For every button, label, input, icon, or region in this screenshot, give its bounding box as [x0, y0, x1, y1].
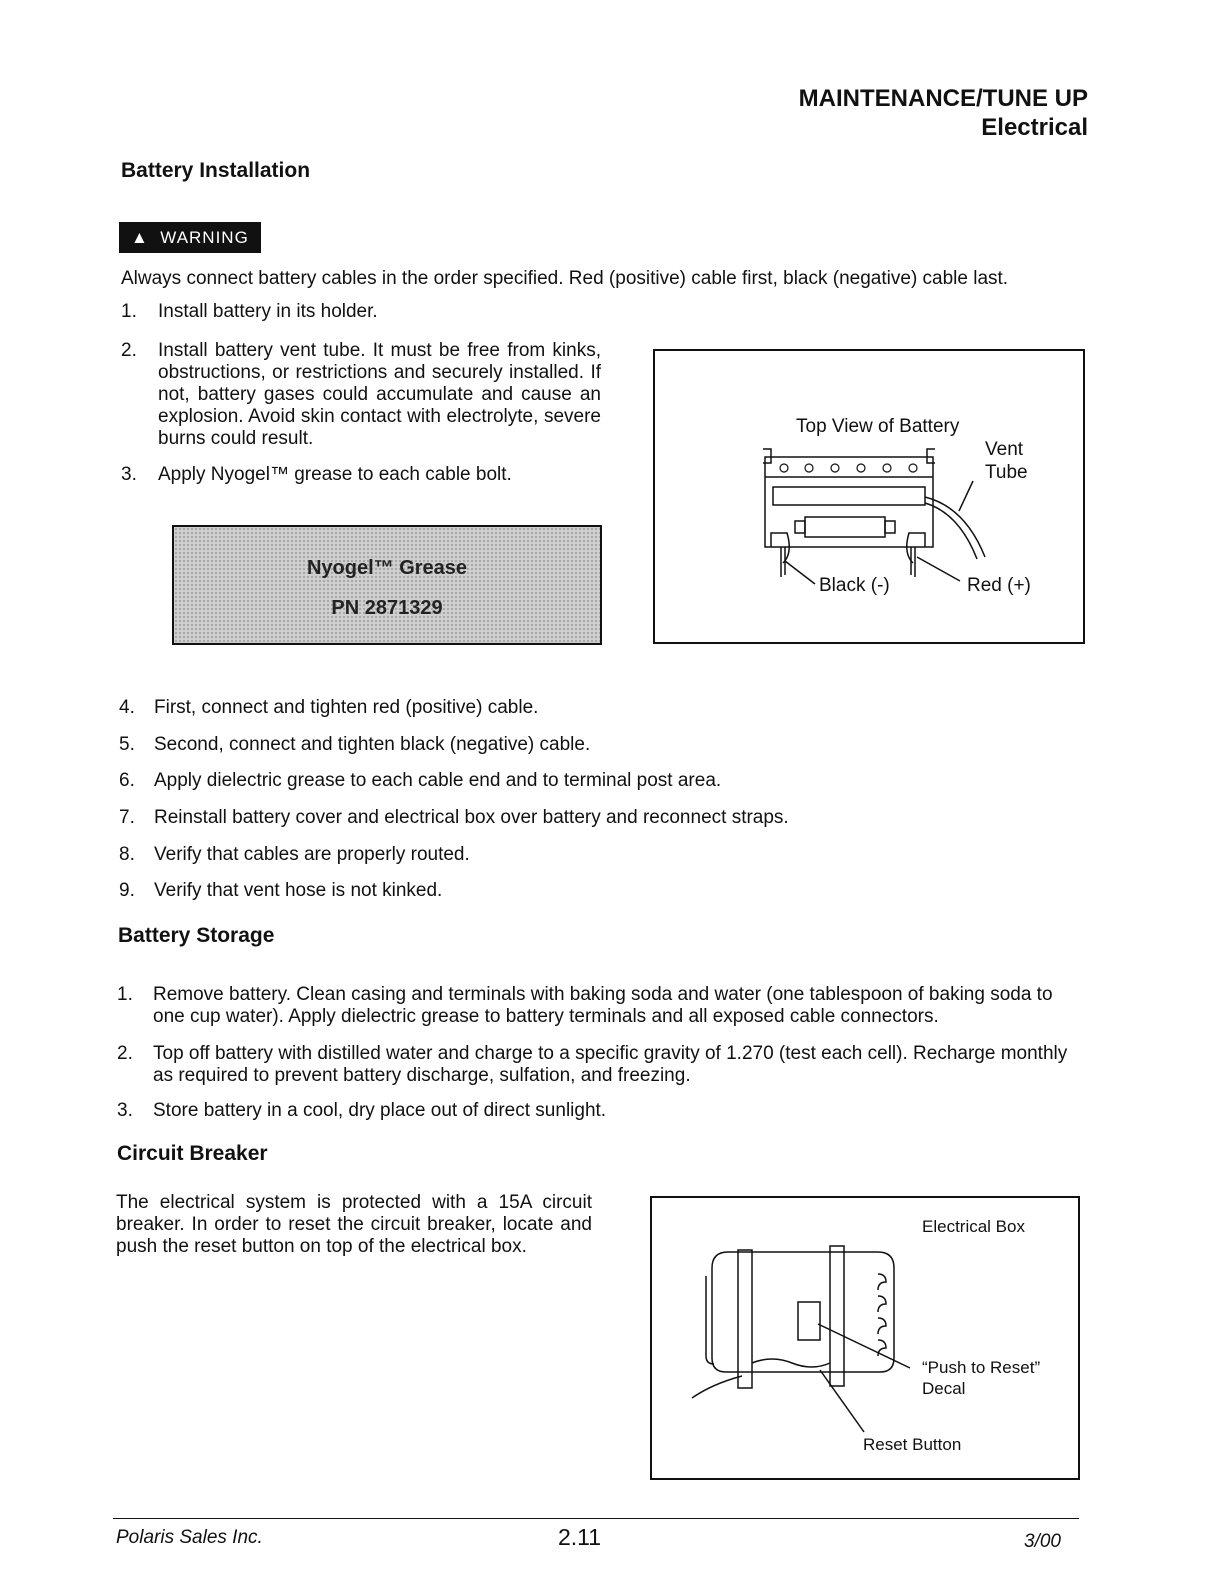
- vent-tube-line: [925, 497, 985, 559]
- step-number: 6.: [119, 770, 135, 791]
- electrical-box-title: Electrical Box: [922, 1217, 1025, 1236]
- step-number: 1.: [117, 984, 133, 1005]
- step-number: 4.: [119, 697, 135, 718]
- circuit-breaker-text: The electrical system is protected with a 15A circuit breaker. In order to reset the circuit breaker, locate and push the reset button on top of the electrical box.: [116, 1192, 592, 1257]
- decal-label-line2: Decal: [922, 1379, 966, 1398]
- black-cable-label: Black (-): [819, 575, 890, 596]
- reset-decal: [798, 1302, 820, 1340]
- step-text: Second, connect and tighten black (negative) cable.: [154, 734, 591, 755]
- step-text: Verify that cables are properly routed.: [154, 844, 470, 865]
- footer-company: Polaris Sales Inc.: [116, 1527, 263, 1548]
- step-number: 9.: [119, 880, 135, 901]
- step-text: First, connect and tighten red (positive) cable.: [154, 697, 539, 718]
- header-section: MAINTENANCE/TUNE UP: [798, 85, 1088, 112]
- warning-icon: ▲: [131, 228, 149, 247]
- battery-figure: [653, 349, 1085, 644]
- battery-figure-title: Top View of Battery: [796, 416, 960, 437]
- page-header: [799, 84, 1088, 142]
- reset-button-pointer: [820, 1370, 864, 1432]
- step-text: Apply dielectric grease to each cable end and to terminal post area.: [154, 770, 722, 791]
- vent-label-line1: Vent: [985, 439, 1024, 460]
- step-number: 3.: [121, 464, 137, 485]
- grease-part-box: [172, 525, 602, 645]
- step-number: 7.: [119, 807, 135, 828]
- footer-rule: [113, 1518, 1079, 1519]
- header-subsection: Electrical: [981, 114, 1088, 141]
- electrical-box-drawing: [652, 1198, 1078, 1478]
- step-text: Top off battery with distilled water and charge to a specific gravity of 1.270 (test each cell). Recharge monthly as required to prevent battery discharge, sulfation, and freezing.: [153, 1043, 1068, 1086]
- step-number: 1.: [121, 301, 137, 322]
- step-number: 3.: [117, 1100, 133, 1121]
- electrical-box-figure: [650, 1196, 1080, 1480]
- footer-page-number: 2.11: [558, 1524, 602, 1550]
- strap-right: [830, 1246, 844, 1386]
- step-text: Store battery in a cool, dry place out of direct sunlight.: [153, 1100, 607, 1121]
- battery-case: [765, 457, 933, 547]
- warning-text: Always connect battery cables in the order specified. Red (positive) cable first, black (negative) cable last.: [121, 268, 1009, 289]
- box-body: [712, 1252, 894, 1372]
- step-text: Install battery vent tube. It must be free from kinks, obstructions, or restrictions and securely installed. If not, battery gases could accumulate and cause an explosion. Avoid skin contact with electrolyte, severe burns could result.: [158, 340, 601, 449]
- grease-name: Nyogel™ Grease: [306, 557, 468, 579]
- strap-left: [738, 1250, 752, 1388]
- step-number: 2.: [117, 1043, 133, 1064]
- footer-date: 3/00: [1024, 1531, 1061, 1552]
- warning-label: WARNING: [160, 228, 249, 247]
- grease-part-number: PN 2871329: [331, 597, 443, 619]
- step-number: 8.: [119, 844, 135, 865]
- step-text: Remove battery. Clean casing and terminals with baking soda and water (one tablespoon of baking soda to one cup water). Apply dielectric grease to battery terminals and all exposed cable connectors.: [153, 984, 1053, 1027]
- step-number: 5.: [119, 734, 135, 755]
- step-text: Reinstall battery cover and electrical box over battery and reconnect straps.: [154, 807, 789, 828]
- step-text: Install battery in its holder.: [158, 301, 378, 322]
- step-text: Verify that vent hose is not kinked.: [154, 880, 443, 901]
- battery-drawing: [655, 351, 1083, 642]
- decal-label-line1: “Push to Reset”: [922, 1358, 1041, 1377]
- battery-top-bar: [773, 487, 925, 505]
- vent-label-line2: Tube: [985, 462, 1028, 483]
- reset-button-label: Reset Button: [863, 1435, 962, 1454]
- battery-storage-heading: Battery Storage: [118, 924, 275, 947]
- circuit-breaker-heading: Circuit Breaker: [117, 1142, 268, 1165]
- red-cable-label: Red (+): [967, 575, 1031, 596]
- step-number: 2.: [121, 340, 137, 361]
- step-text: Apply Nyogel™ grease to each cable bolt.: [158, 464, 512, 485]
- warning-badge: [119, 222, 261, 253]
- battery-installation-heading: Battery Installation: [121, 159, 311, 182]
